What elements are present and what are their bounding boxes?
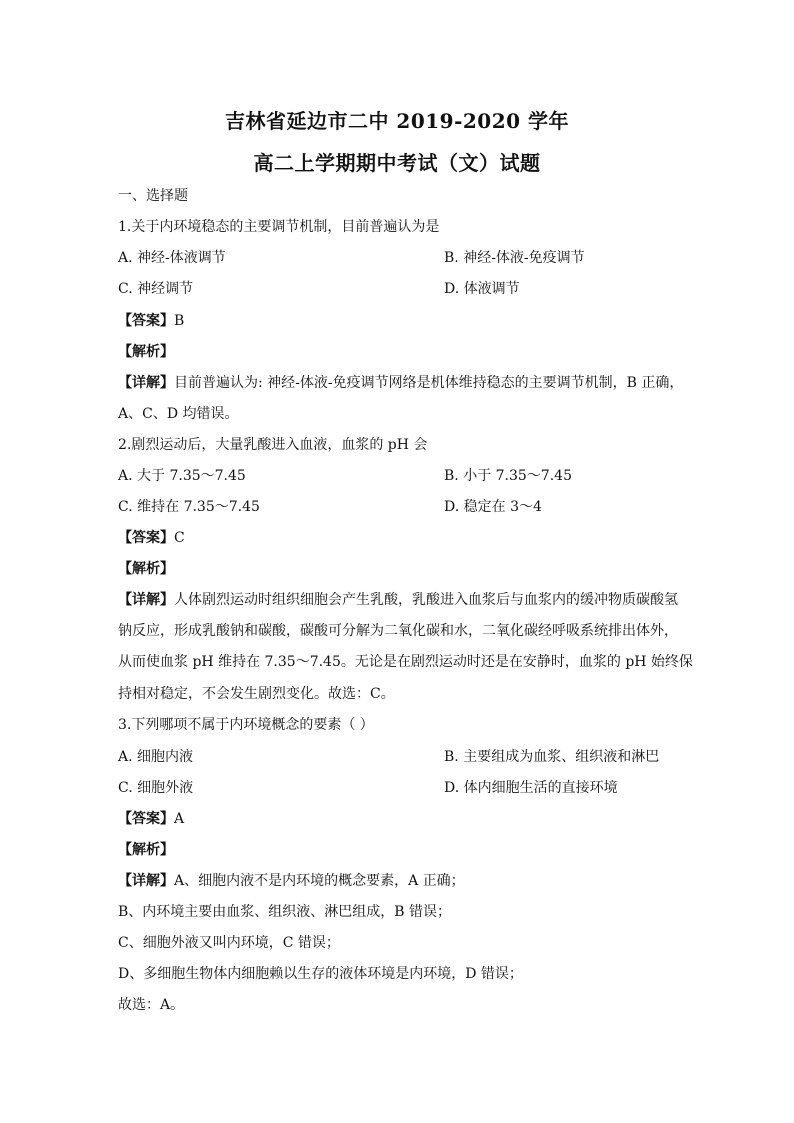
- q2-answer: [118, 528, 185, 548]
- document-title-line1: 吉林省延边市二中 2019-2020 学年: [224, 109, 570, 133]
- detail-tag: 【详解】: [118, 592, 174, 608]
- q3-answer-value: A: [174, 811, 185, 827]
- document-title-line2: 高二上学期期中考试（文）试题: [253, 151, 541, 175]
- q2-detail-line2: 钠反应，形成乳酸钠和碳酸，碳酸可分解为二氧化碳和水，二氧化碳经呼吸系统排出体外，: [118, 623, 678, 639]
- q2-option-b: B. 小于 7.35～7.45: [444, 468, 572, 484]
- q3-detail-line3: C、细胞外液又叫内环境，C 错误；: [118, 935, 340, 951]
- q3-option-a: A. 细胞内液: [118, 749, 194, 765]
- q3-option-d: D. 体内细胞生活的直接环境: [444, 780, 618, 796]
- q3-stem: 3.下列哪项不属于内环境概念的要素（ ）: [118, 717, 374, 733]
- q1-option-c: C. 神经调节: [118, 281, 194, 297]
- q2-detail-line4: 持相对稳定，不会发生剧烈变化。故选：C。: [118, 686, 395, 702]
- q2-answer-value: C: [174, 530, 185, 546]
- answer-tag: 【答案】: [118, 313, 174, 329]
- q1-option-a: A. 神经-体液调节: [118, 250, 226, 266]
- q1-stem: 1.关于内环境稳态的主要调节机制，目前普遍认为是: [118, 219, 440, 235]
- q2-option-a: A. 大于 7.35～7.45: [118, 468, 246, 484]
- q3-detail-line4: D、多细胞生物体内细胞赖以生存的液体环境是内环境，D 错误；: [118, 966, 523, 982]
- q1-answer: [118, 311, 184, 331]
- q2-detail-text1: 人体剧烈运动时组织细胞会产生乳酸，乳酸进入血浆后与血浆内的缓冲物质碳酸氢: [174, 592, 678, 608]
- q3-detail-line5: 故选：A。: [118, 997, 185, 1013]
- q3-analysis-heading: 【解析】: [118, 842, 174, 858]
- q2-stem: 2.剧烈运动后，大量乳酸进入血液，血浆的 pH 会: [118, 437, 428, 453]
- detail-tag: 【详解】: [118, 375, 174, 391]
- q2-detail-line1: [118, 590, 678, 610]
- q3-detail-line2: B、内环境主要由血浆、组织液、淋巴组成，B 错误；: [118, 904, 452, 920]
- section-heading: 一、选择题: [118, 188, 188, 204]
- q2-analysis-heading: 【解析】: [118, 561, 174, 577]
- answer-tag: 【答案】: [118, 811, 174, 827]
- q1-answer-value: B: [174, 313, 185, 329]
- q1-detail-text1: 目前普遍认为: 神经-体液-免疫调节网络是机体维持稳态的主要调节机制，B 正确，: [174, 375, 684, 391]
- q2-option-c: C. 维持在 7.35～7.45: [118, 499, 260, 515]
- q2-detail-line3: 从而使血浆 pH 维持在 7.35～7.45。无论是在剧烈运动时还是在安静时，血浆的 pH 始终保: [118, 654, 693, 670]
- q1-option-b: B. 神经-体液-免疫调节: [444, 250, 585, 266]
- q3-answer: [118, 809, 184, 829]
- q3-detail-line1: [118, 871, 465, 891]
- q3-detail-text1: A、细胞内液不是内环境的概念要素，A 正确；: [174, 873, 465, 889]
- detail-tag: 【详解】: [118, 873, 174, 889]
- q3-option-b: B. 主要组成为血浆、组织液和淋巴: [444, 749, 660, 765]
- q1-analysis-heading: 【解析】: [118, 344, 174, 360]
- q2-option-d: D. 稳定在 3～4: [444, 499, 542, 515]
- answer-tag: 【答案】: [118, 530, 174, 546]
- q1-detail-line2: A、C、D 均错误。: [118, 406, 239, 422]
- q1-option-d: D. 体液调节: [444, 281, 520, 297]
- q1-detail-line1: [118, 373, 683, 393]
- q3-option-c: C. 细胞外液: [118, 780, 194, 796]
